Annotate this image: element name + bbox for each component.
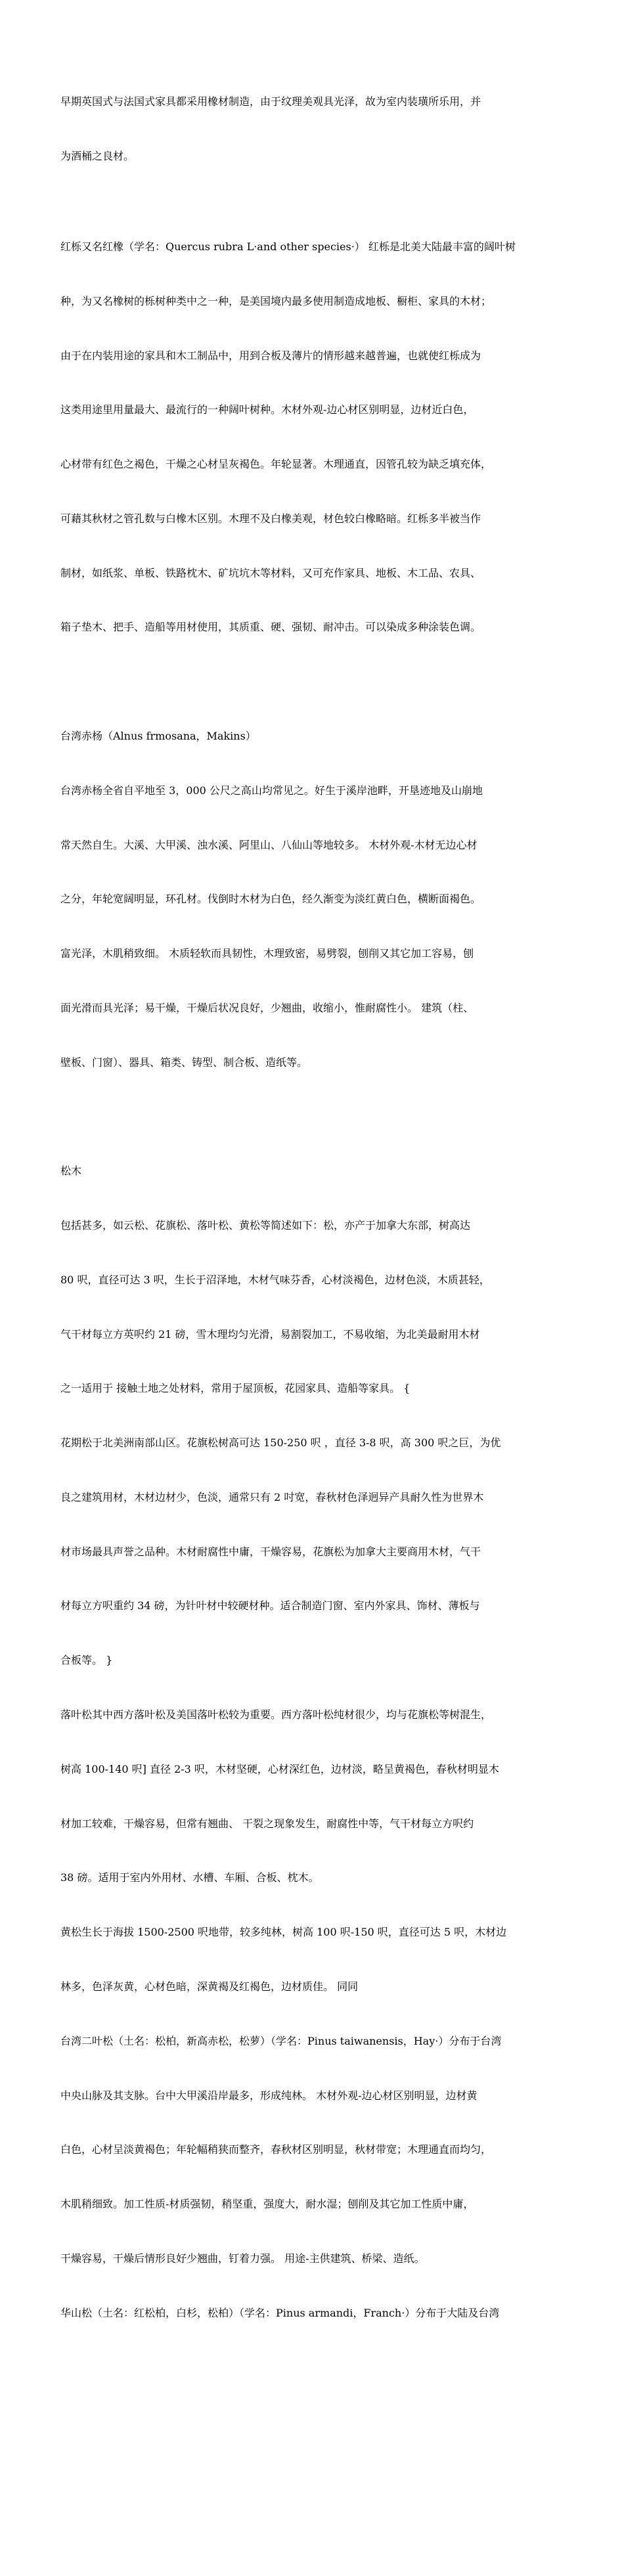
text-line: 壁板、门窗）、器具、箱类、铸型、制合板、造纸等。 bbox=[60, 1055, 308, 1069]
paragraph-pine bbox=[60, 1126, 579, 2576]
text-line bbox=[60, 2521, 579, 2540]
text-line: 心材带有红色之褐色，干燥之心材呈灰褐色。年轮显著。木理通直，因管孔较为缺乏填充体， bbox=[60, 458, 492, 471]
text-line: 材市场最具声誉之品种。木材耐腐性中庸，干燥容易，花旗松为加拿大主要商用木材，气干 bbox=[60, 1545, 481, 1558]
text-line: 气干材每立方英呎约 21 磅，雪木理均匀光滑，易割裂加工，不易收缩，为北美最耐用木材 bbox=[60, 1327, 480, 1341]
text-line bbox=[60, 2467, 579, 2485]
paragraph-taiwan-alder bbox=[60, 691, 579, 1108]
text-line: 由于在内装用途的家具和木工制品中，用到合板及薄片的情形越来越普遍，也就使红栎成为 bbox=[60, 349, 481, 362]
text-line: 黄松生长于海拔 1500-2500 呎地带，较多纯林，树高 100 呎-150 呎，直径可达 5 呎，木材边 bbox=[60, 1926, 507, 1939]
text-line: 合板等。 } bbox=[60, 1654, 113, 1667]
text-line: 箱子垫木、把手、造船等用材使用，其质重、硬、强韧、耐冲击。可以染成多种涂装色调。 bbox=[60, 621, 481, 634]
text-line: 包括甚多，如云松、花旗松、落叶松、黄松等简述如下：松，亦产于加拿大东部，树高达 bbox=[60, 1219, 471, 1232]
text-line bbox=[60, 2412, 579, 2431]
blank-line bbox=[60, 673, 579, 691]
text-line: 落叶松其中西方落叶松及美国落叶松较为重要。西方落叶松纯材很少，均与花旗松等树混生， bbox=[60, 1708, 492, 1721]
text-line: 白色，心材呈淡黄褐色；年轮幅稍狭而整齐，春秋材区别明显，秋材带宽；木理通直而均匀， bbox=[60, 2143, 492, 2156]
section-heading: 台湾赤杨（Alnus frmosana，Makins） bbox=[60, 729, 256, 742]
text-line: 可藉其秋材之管孔数与白橡木区别。木理不及白橡美观，材色较白橡略暗。红栎多半被当作 bbox=[60, 512, 481, 525]
text-line: 面光滑而具光泽；易干燥，干燥后状况良好，少翘曲，收缩小，惟耐腐性小。 建筑（柱、 bbox=[60, 1001, 474, 1014]
text-line: 良之建筑用材，木材边材少，色淡，通常只有 2 吋宽，春秋材色泽迥异产具耐久性为世界木 bbox=[60, 1490, 484, 1503]
text-line: 富光泽，木肌稍致细。 木质轻软而具韧性，木理致密，易劈裂，刨削又其它加工容易，刨 bbox=[60, 947, 474, 960]
text-line bbox=[60, 2358, 579, 2376]
text-line: 木肌稍细致。加工性质-材质强韧，稍坚重，强度大，耐水湿；刨削及其它加工性质中庸， bbox=[60, 2198, 474, 2211]
text-line: 材加工较难，干燥容易，但常有翘曲、 干裂之现象发生，耐腐性中等，气干材每立方呎约 bbox=[60, 1817, 474, 1830]
text-line: 常天然自生。大溪、大甲溪、浊水溪、阿里山、八仙山等地较多。 木材外观-木材无边心材 bbox=[60, 838, 478, 851]
paragraph-oak-intro bbox=[60, 56, 579, 202]
text-line: 红栎又名红橡（学名：Quercus rubra L·and other species·） 红栎是北美大陆最丰富的阔叶树 bbox=[60, 240, 516, 253]
text-line: 华山松（土名：红松柏，白杉，松柏）（学名：Pinus armandi，Franch·）分布于大陆及台湾 bbox=[60, 2306, 500, 2319]
text-line: 台湾赤杨全省自平地至 3，000 公尺之高山均常见之。好生于溪岸池畔，开垦迹地及山崩地 bbox=[60, 784, 483, 797]
text-line: 林多，色泽灰黄，心材色暗，深黄褐及红褐色，边材质佳。 同同 bbox=[60, 1980, 359, 1993]
blank-line bbox=[60, 1107, 579, 1126]
text-line: 干燥容易，干燥后情形良好少翘曲，钉着力强。 用途-主供建筑、桥梁、造纸。 bbox=[60, 2252, 425, 2265]
text-line: 种，为又名橡树的栎树种类中之一种，是美国境内最多使用制造成地板、橱柜、家具的木材； bbox=[60, 294, 492, 307]
text-line: 制材，如纸浆、单板、铁路枕木、矿坑坑木等材料，又可充作家具、地板、木工品、农具、 bbox=[60, 566, 481, 579]
text-line: 台湾二叶松（土名：松柏，新高赤松，松萝）（学名：Pinus taiwanensis，Hay·）分布于台湾 bbox=[60, 2034, 502, 2047]
text-line: 之分，年轮宽阔明显，环孔材。伐倒时木材为白色，经久渐变为淡红黄白色，横断面褐色。 bbox=[60, 893, 481, 906]
text-line: 80 呎，直径可达 3 呎，生长于沼泽地，木材气味芬香，心材淡褐色，边材色淡，木质甚轻， bbox=[60, 1273, 490, 1286]
section-heading: 松木 bbox=[60, 1165, 82, 1178]
text-line: 38 磅。适用于室内外用材、水槽、车厢、合板、枕木。 bbox=[60, 1871, 319, 1884]
text-line: 树高 100-140 呎] 直径 2-3 呎，木材坚硬，心材深红色，边材淡，略呈黄褐色，春秋材明显木 bbox=[60, 1762, 499, 1775]
text-line: 为酒桶之良材。 bbox=[60, 149, 135, 162]
text-line: 材每立方呎重约 34 磅，为针叶材中较硬材种。适合制造门窗、室内外家具、饰材、薄板与 bbox=[60, 1599, 480, 1612]
text-line: 之一适用于 接触土地之处材料，常用于屋顶板，花园家具、造船等家具。 { bbox=[60, 1382, 411, 1395]
document-page bbox=[60, 56, 579, 2576]
text-line: 这类用途里用量最大、最流行的一种阔叶树种。木材外观-边心材区别明显，边材近白色， bbox=[60, 403, 474, 416]
text-line: 中央山脉及其支脉。台中大甲溪沿岸最多，形成纯林。 木材外观-边心材区别明显，边材黄 bbox=[60, 2089, 478, 2102]
text-line: 早期英国式与法国式家具都采用橡材制造，由于纹理美观具光泽，故为室内装璜所乐用，并 bbox=[60, 95, 481, 108]
paragraph-red-oak bbox=[60, 202, 579, 673]
text-line: 花期松于北美洲南部山区。花旗松树高可达 150-250 呎 ，直径 3-8 呎，高 300 呎之巨，为优 bbox=[60, 1436, 501, 1450]
